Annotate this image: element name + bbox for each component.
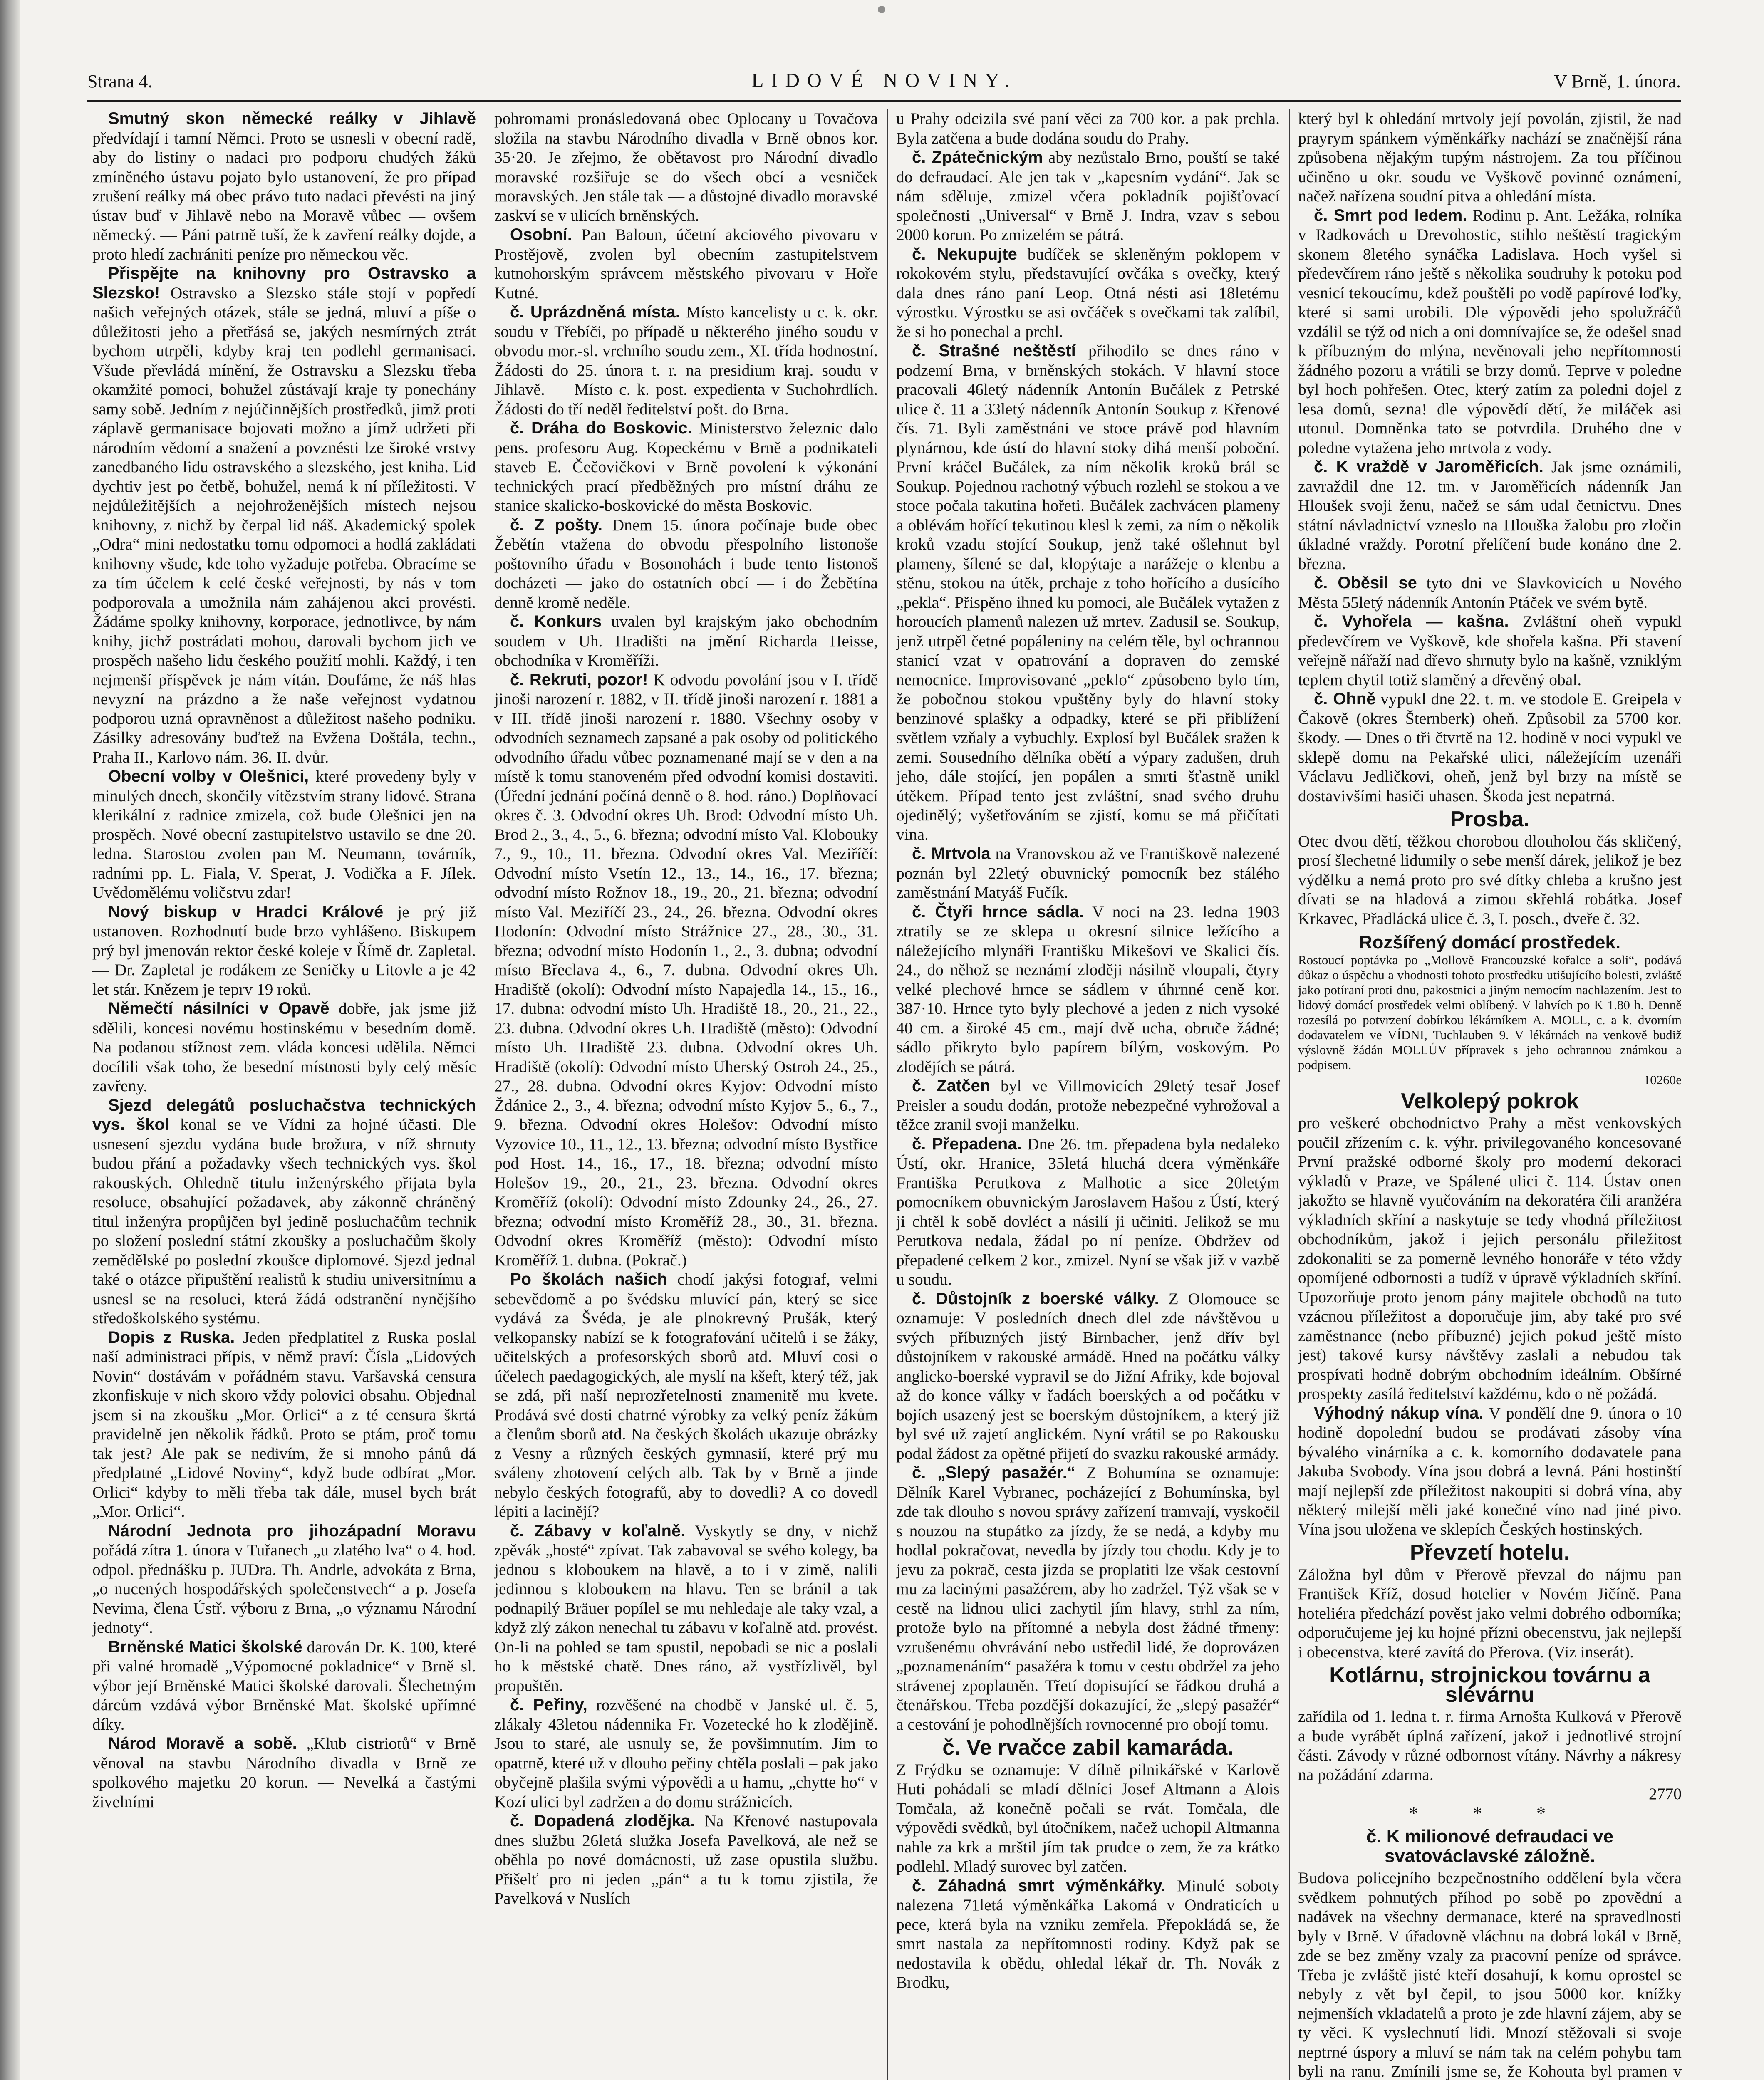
article [896,341,1280,844]
article [1298,457,1682,573]
column-3 [896,109,1280,2080]
article-text: Dnem 15. února počínaje bude obec Žebětín vtažena do obvodu přespolního listonoše poštovního úřadu v Bosonohách i bude tento listonoš docházeti — jako do ostatních obcí — i do Žebětína denně kromě neděle. [494,515,878,612]
article-text: které provedeny byly v minulých dnech, skončily vítězstvím strany lidové. Strana klerikální z radnice zmizela, což bude Olešnici jen na prospěch. Nové obecní zastupitelstvo ustavilo se dne 20. ledna. Starostou zvolen pan M. Neumann, továrník, radními pp. L. Fiala, V. Sperat, J. Vodička a F. Jílek. Uvědomělému voličstvu zdar! [92,767,476,901]
article-text: vypukl dne 22. t. m. ve stodole E. Greipela v Čakově (okres Šternberk) oheň. Způsobil za 5700 kor. škody. — Dnes o tři čtvrtě na 12. hodině v noci vypukl ve sklepě domu na Pekařské ulici, náležejícím uzenáři Václavu Jedličkovi, oheň, jenž byl brzy na místě se dostavivšími hasiči uhasen. Škoda jest nepatrná. [1298,690,1682,805]
article [92,109,476,264]
article-text: K odvodu povolání jsou v I. třídě jinoši narození r. 1882, v II. třídě jinoši narození r. 1881 a v III. třídě jinoši narození r. 1880. Všechny osoby v odvodních seznamech zapsané a pak osoby od politického odvodního úřadu vůbec poznamenané mají se v den a na místě k tomu stanoveném před odvodní komisi dostaviti. (Úřední jednání počíná denně o 8. hod. ráno.) Doplňovací okres č. 3. Odvodní okres Uh. Brod: Odvodní místo Uh. Brod 2., 3., 4., 5., 6. března; odvodní místo Val. Klobouky 7., 9., 10., 11. března. Odvodní okres Val. Meziříčí: Odvodní místo Vsetín 12., 13., 14., 16., 17. března; odvodní místo Rožnov 18., 19., 20., 21. března; odvodní místo Val. Meziříčí 23., 24., 26. března. Odvodní okres Hodonín: Odvodní místo Strážnice 27., 28., 30., 31. března; odvodní místo Hodonín 1., 2., 3. dubna; odvodní místo Břeclava 4., 6., 7. dubna. Odvodní okres Uh. Hradiště (okolí): Odvodní místo Napajedla 14., 15., 16., 17. dubna: odvodní místo Uh. Hradiště 18., 20., 21., 22., 23. dubna. Odvodní okres Uh. Hradiště (město): Odvodní místo Uh. Hradiště 23. dubna. Odvodní okres Uh. Hradiště (okolí): Odvodní místo Uherský Ostroh 24., 25., 27., 28. dubna. Odvodní okres Kyjov: Odvodní místo Ždánice 2., 3., 4. března; odvodní místo Kyjov 5., 6., 7., 9. března. Odvodní okres Holešov: Odvodní místo Vyzovice 10., 11., 12., 13. března; odvodní místo Bystřice pod Host. 14., 16., 17., 18. března; odvodní místo Holešov 19., 20., 21., 23. března. Odvodní okres Kroměříž (okolí): Odvodní místo Zdounky 24., 26., 27. března; odvodní místo Kroměříž 28., 30., 31. března. Odvodní okres Kroměříž (město): Odvodní místo Kroměříž 1. dubna. (Pokrač.) [494,670,878,1269]
scan-edge-shadow [0,0,20,2080]
article-text: dobře, jak jsme již sdělili, koncesi novému hostinskému v besedním domě. Na podanou stížnost zem. vláda koncesi udělila. Němci docílili však toho, že besední místnosti byly celý měsíc zavřeny. [92,999,476,1095]
article-text: V noci na 23. ledna 1903 ztratily se ze sklepa u okresní silnice ležícího a náležejícího mlynáři Františku Mikešovi ve Skalici čís. 24., do něhož se neznámí zloději násilně vloupali, čtyry velké plechové hrnce se sádlem v úhrnné ceně kor. 387·10. Hrnce tyto byly plechové a jeden z nich vysoké 40 cm. a široké 45 cm., mají dvě ucha, obruče žádné; sádlo přikryto bylo papírem bílým, voskovým. Po zlodějích se pátrá. [896,902,1280,1076]
article-text: předvídají i tamní Němci. Proto se usnesli v obecní radě, aby do listiny o nadaci pro podporu chudých žáků zmíněného ústavu pojato bylo ustanovení, že pro případ zrušení reálky má obec právo tuto nadaci převésti na jiný ústav buď v Jihlavě nebo na Moravě vůbec — ovšem německý. — Páni patrně tuší, že k zavření reálky dojde, a proto hledí zachrániti peníze pro německou věc. [92,129,476,263]
article-text: Rodinu p. Ant. Ležáka, rolníka v Radkovách u Drevohostic, stihlo neštěstí tragickým skonem 8letého synáčka Ladislava. Hoch vyšel si předevčírem ráno ještě s několika soudruhy k potoku pod vesnicí tekoucímu, kdež pouštěli po vodě papírové loďky, které si sami urobili. Dle výpovědi jeho spolužráčů vzdálil se týž od nich a oni domnívajíce se, že odešel snad k příbuzným do mlýna, nevěnovali jeho nepřítomnosti žádného pozoru a vrátili se brzy domů. Teprve v poledne byl hoch pohřešen. Otec, který zatím za poledni dojel z lesa domů, sezna! dle výpovědí dětí, že miláček asi utonul. Domněnka tato se potvrdila. Druhého dne v poledne vytažena jeho mrtvola z vody. [1298,206,1682,457]
article [92,1521,476,1637]
article-text: byl ve Villmovicích 29letý tesař Josef Preisler a soudu dodán, protože nebezpečné vyhrožoval a těžce zranil svoji manželku. [896,1077,1280,1134]
article-heading: Němečtí násilníci v Opavě [108,999,330,1018]
article [494,612,878,670]
page-header [87,67,1681,96]
article [494,109,878,225]
article-heading: Přispějte na knihovny pro Ostravsko a Slezsko! [92,264,476,302]
article [1298,1404,1682,1539]
article-text: „Klub cistriotů“ v Brně věnoval na stavbu Národního divadla v Brně ze spolkového majetku 20 korun. — Nevelká a častými živelními [92,1734,476,1811]
article-heading: č. K vraždě v Jaroměřicích. [1314,458,1544,476]
article [92,1328,476,1521]
article-text: darován Dr. K. 100, které při valné hromadě „Výpomocné pokladnice“ v Brně sl. výbor její Brněnské Matici školské darovali. Šlechetným dárcům vzdává výbor Brněnské Mat. školské upřímné díky. [92,1637,476,1733]
article [1298,689,1682,805]
article-text: Pan Baloun, účetní akciového pivovaru v Prostějově, zvolen byl obecním zastupitelstvem kutnohorským správcem městského pivovaru v Hoře Kutné. [494,225,878,302]
article-text: který byl k ohledání mrtvoly její povolán, zjistil, že nad prayrym spánkem výměnkářky nachází se značnější rána způsobena nějakým tupým nástrojem. Za tou příčinou učiněno u okr. soudu ve Vyškově povinné oznámení, načež nařízena soudní pitva a ohledání místa. [1298,109,1682,205]
article-text: konal se ve Vídni za hojné účasti. Dle usnesení sjezdu vydána bude brožura, v níž shrnuty budou přání a požadavky všech technických vys. škol rakouských. Ohledně titulu inženýrského přijata byla resoluce, obsahující požadavek, aby zákonně chráněný titul inženýra propůjčen byl jedině posluchačům technik po složení poslední státní zkoušky a posluchačům školy zemědělské po poslední zkoušce diplomové. Sjezd jednal také o otázce připuštění realistů k studiu universitnímu a usnesl se na resoluci, která žádá odstranění nynějšího středoškolského systému. [92,1115,476,1327]
article-text: budíček se skleněným poklopem v rokokovém stylu, představující ovčáka s ovečky, který dala dnes ráno paní Leop. Otná nésti asi 18letému výrostku. Výrostku se asi ovčáček s ovečkami tak zalíbil, že si ho ponechal a prchl. [896,245,1280,341]
article [494,1811,878,1908]
article-heading: Smutný skon německé reálky [108,109,378,128]
article [92,1734,476,1811]
article [92,1096,476,1328]
article-text: na Vranovskou až ve Františkově nalezené poznán byl 22letý obuvnický pomocník bez stálého zaměstnání Matyáš Fučík. [896,844,1280,901]
article-heading: č. Zpátečnickým [912,148,1043,166]
article [92,767,476,902]
article [494,418,878,515]
article [1298,206,1682,458]
article-heading: č. „Slepý pasažér.“ [912,1463,1075,1482]
article [896,902,1280,1077]
article [896,245,1280,342]
article-heading: Kotlárnu, strojnickou továrnu a slévárnu [1329,1663,1650,1707]
article-heading: č. Ohně [1314,690,1376,708]
article-heading: Sjezd delegátů posluchačstva technických vys. škol [92,1096,476,1134]
article [896,1076,1280,1134]
article-heading: č. Ve rvačce zabil kamaráda. [942,1736,1234,1760]
article-text: je prý již ustanoven. Rozhodnutí bude brzo vyhlášeno. Biskupem prý byl jmenován rektor české koleje v Římě dr. Zapletal. — Dr. Zapletal je rodákem ze Seničky u Litovle a je 42 let stár. Knězem je teprv 19 roků. [92,902,476,998]
article-text: Na Křenové nastupovala dnes službu 26letá služka Josefa Pavelková, ale než se oběhla po nové domácnosti, už zase opustila službu. Přišelť pro ni jeden „pán“ a tu k tomu zjistila, že Pavelková v Nuslích [494,1812,878,1907]
article [1298,1565,1682,1662]
article [1298,1707,1682,1784]
article-code: 2770 [1649,1785,1682,1803]
article-text: Minulé soboty nalezena 71letá výměnkářka Lakomá v Ondraticích u pece, která byla na vzniku zemřela. Přepokládá se, že smrt nastala za nepřítomnosti rodiny. Když pak se nedostavila k obědu, ohledal lékař dr. Th. Novák z Brodku, [896,1876,1280,1991]
article [1298,109,1682,206]
article-heading: č. Dráha do Boskovic. [510,419,692,437]
article [896,1760,1280,1876]
article [1298,1868,1682,2080]
article [1298,573,1682,612]
article [896,844,1280,902]
article-heading: Převzetí hotelu. [1410,1540,1570,1565]
article [896,1463,1280,1734]
article-heading: č. Oběsil se [1314,574,1417,592]
article-heading: č. Mrtvola [912,844,991,863]
article-text: Záložna byl dům v Přerově převzal do nájmu pan František Kříž, dosud hotelier v Novém Jičíně. Pana hoteliéra předchází pověst jako velmi dobrého odborníka; odporučujeme jej ku hojné přízni obecenstvu, jak nejlepší i obecenstva, které zavítá do Přerova. (Viz inserát). [1298,1565,1682,1661]
article-text: u Prahy odcizila své paní věci za 700 kor. a pak prchla. Byla zatčena a bude dodána soudu do Prahy. [896,109,1280,147]
article-text: Jak jsme oznámili, zavraždil dne 12. tm. v Jaroměřicích nádenník Jan Hloušek svoji ženu, načež se sám udal četnictvu. Dnes státní návladnictví vzneslo na Hlouška žalobu pro zločin úkladné vraždy. Porotní přelíčení bude konáno dne 2. března. [1298,458,1682,573]
article-heading: č. Konkurs [510,612,602,631]
article-heading: Dopis z Ruska. [108,1328,235,1347]
article-text: rozvěšené na chodbě v Janské ul. č. 5, zlákaly 43letou nádennika Fr. Vozetecké ho k zlodějině. Jsou to staré, ale usnuly se, že povšimnutím. Jim to opatrně, které už v dlouho peřiny chtěla poslali – pak jako obyčejně plašila svými výpovědi a u hamu, „chytte ho“ v Kozí ulici byl zadržen a do domu strážnicích. [494,1696,878,1811]
article-heading: č. Z pošty. [510,515,603,534]
article-heading: č. Nekupujte [912,245,1017,263]
article-text: pořádá zítra 1. února v Tuřanech „u zlatého lva“ o 4. hod. odpol. přednášku p. JUDra. Th. Andrle, advokáta z Brna, „o nucených hospodářských společenstvech“ a p. Josefa Nevima, člena Ústř. výboru z Brna, „o významu Národní jednoty“. [92,1541,476,1637]
article [92,264,476,767]
advertisement-code: 10260e [1643,1072,1682,1087]
article-text: pro veškeré obchodnictvo Prahy a měst venkovských poučil zřízením c. k. výhr. privilegovaného koncesované První pražské odborné školy pro moderní dekoraci výkladů v Praze, ve Spálené ulici č. 114. Ústav onen jakožto se hlavně vyučováním na dekoratéra čili aranžéra výkladních skříní a naskytuje se tedy vhodná příležitost obchodníkům, jakož i jejich personálu přiležitost zdokonaliti se za pomerně levného honoráře v této vždy opomíjené odbornosti a tudíž v úpravě výkladních skříní. Upozorňuje proto jenom pány majitele obchodů na tuto vzácnou příležitost a doporučuje jim, aby také pro své zaměstnance (nebo příbuzné) jejich pokud ještě místo jest) takové kursy návštěvy zaslali a nebudou tak prospívati hodně dobrým obchodním ideálním. Obšírné prospekty zasílá ředitelství každému, kdo o ně požádá. [1298,1114,1682,1403]
article-heading: č. K milionové defraudaci ve svatováclavské záložně. [1366,1826,1614,1866]
article-heading: č. Vyhořela — kašna. [1314,612,1509,631]
article [494,1521,878,1696]
article-heading: Obecní volby v Olešnici, [108,767,309,785]
article-heading: č. Dopadená zlodějka. [510,1812,695,1830]
article-text: Ostravsko a Slezsko stále stojí v popředí našich veřejných otázek, stále se jedná, mluví a píše o důležitosti jeho a přetřásá se, jakých nesmírných ztrát bychom utrpěli, kdyby kraj ten podlehl germanisaci. Všude převládá mínění, že Ostravsku a Slezsku třeba okamžité pomoci, bohužel zůstávají kraje ty ponechány samy sobě. Jedním z nejúčinnějších prostředků, jimž proti záplavě germanisace bojovati možno a jímž udržeti při národním vědomí a snažení a povznésti lze široké vrstvy zanedbaného lidu ostravského a slezského, jest kniha. Lid dychtiv jest po četbě, bohužel, nemá k ní příležitosti. V nejdůležitějších a nejohroženějších místech nejsou knihovny, z nichž by čerpal lid náš. Akademický spolek „Odra“ mini nedostatku tomu odpomoci a hodlá zakládati knihovny všude, kde toho vyžaduje potřeba. Obracíme se za tím účelem k celé české veřejnosti, by nás v tom podporovala a umožnila nám zahájenou akci provésti. Žádáme spolky knihovny, korporace, jednotlivce, by nám knihy, jichž postrádati mohou, darovali bychom jich ve prospěch našeho lidu českého použití mohli. Každý, i ten nejmenší příspěvek je nám vítán. Doufáme, že náš hlas nevyzní na prázdno a že naše veřejnost vydatnou podporou uzná opravněnost a důležitost našeho podniku. Zásilky adresovány buďtež na Evžena Doštála, techn., Praha II., Karlovo nám. 36. II. dvůr. [92,283,476,766]
article [92,902,476,999]
article-text: Z Bohumína se oznamuje: Dělník Karel Vybranec, pocházející z Bohumínska, byl zde tak dlouho s novou správy zařízení tramvají, vyskočil s nouzou na stupátko za jízdy, že se nedá, a kdyby mu hodlal pokračovat, nevedla by jízdy tou chodu. Kdy je to jevu za pokrač, cesta jizda se proplatiti lze však cestovní mu za lacinými pasažérem, aby ho zadržel. Týž však se v cestě na lidnou ulici zachytil jím hlavy, strhl za ním, protože bylo na přítomné a nebyla dost žádné třmeny: vzrušenému ohvrávání nebo ustředil lidé, že doprovázen „poznamenáním“ pasažéra k tomu v cestu obdržel za jeho strávenej zpoplatněn. Třetí dopisující se řádkou druhá a čtenářskou. Třeba pozdější dokazující, že „slepý pasažér“ a cestování je pohodlnějších rovnocenné pro obojí tomu. [896,1463,1280,1733]
section-separator: * * * [1409,1803,1571,1823]
article [896,148,1280,245]
page-number: Strana 4. [87,71,153,92]
article-text: Z Olomouce se oznamuje: V posledních dnech dlel zde návštěvou u svých příbuzných jistý Birnbacher, jenž dřív byl důstojníkem v rakouské armádě. Hned na počátku války anglicko-boerské vypravil se do Jižní Afriky, kde bojoval až do konce války v řadách boerských a od počátku v bojích usazený jest se boerským důstojníkem, a který již byl své už zajetí anglickém. Nyní vrátil se po Rakousku podal žádost za opětné přijetí do svazku rakouské armády. [896,1289,1280,1463]
article-heading: č. Zatčen [912,1077,991,1095]
article [896,109,1280,148]
article-text: Otec dvou dětí, těžkou chorobou dlouholou čás skličený, prosí šlechetné lidumily o sebe menší dárek, jelikož je bez výdělku a nemá proto pro své dítky chleba a krušno jest dívati se na hladová a zimou skřehlá robátka. Josef Krkavec, Přadlácká ulice č. 3, I. posch., dveře č. 32. [1298,832,1682,928]
column-divider [887,109,888,2080]
article-heading: č. Důstojník z boerské války. [912,1289,1159,1308]
article-text: Ministerstvo železnic dalo pens. profesoru Aug. Kopeckému v Brně a podnikateli staveb E. Čečovičkovi v Brně povolení k výkonání technických prací předběžných pro místní dráhu ze stanice skalicko-boskovické do města Boskovic. [494,419,878,515]
column-4 [1298,109,1682,2080]
article-text: Jeden předplatitel z Ruska poslal naší administraci přípis, v němž praví: Čísla „Lidových Novin“ dostávám v pořádném stavu. Varšavská censura zkonfiskuje v nich skoro vždy polovici obsahu. Objednal jsem si na zkoušku „Mor. Orlici“ a z té censura škrtá pravidelně jen několik řádků. Proto se ptám, proč tomu tak jest? Ale pak se nedivím, že si mnoho pánů dá předplatné „Lidové Noviny“, když bude odbírat „Mor. Orlici“ kdyby to měli třeba tak dále, musel bych brát „Mor. Orlici“. [92,1328,476,1520]
article-text: Zvláštní oheň vypukl předevčírem ve Vyškově, kde shořela kašna. Při stavení veřejně nářaží nad dřevo shrnuty bylo na kašně, vzniklým teplem chytil totiž slaměný a dřevěný obal. [1298,612,1682,689]
advertisement-text: Rostoucí poptávka po „Mollově Francouzské kořalce a soli“, podává důkaz o úspěchu a vhodnosti tohoto prostředku utišujícího bolesti, zvláště jako potíraní proti dnu, pakostnici a jiným nemocím nachlazením. Jest to lidový domácí prostředek velmi oblíbený. V lahvích po K 1.80 h. Denně rozesílá po potvrzení dobírkou lékárníkem A. MOLL, c. a k. dvorním dodavatelem ve VÍDNI, Tuchlauben 9. V lékárnách na venkově budiž výslovně žádán MOLLŮV přípravek s jeho ochrannou známkou a podpisem. [1298,952,1682,1072]
punch-hole [878,6,885,13]
article-heading: č. Zábavy v koľalně. [510,1521,686,1540]
article [494,1270,878,1521]
dateline: V Brně, 1. února. [1554,71,1681,92]
article-heading: Velkolepý pokrok [1401,1089,1579,1113]
article-heading: č. Čtyři hrnce sádla. [912,902,1084,921]
article-heading: Národní Jednota pro jihozápadní Moravu [108,1521,476,1540]
article [92,1637,476,1734]
article-heading: Výhodný nákup vína. [1314,1404,1484,1422]
article-heading: č. Strašné neštěstí [912,342,1076,360]
column-1 [92,109,476,2080]
article-text: Dne 26. tm. přepadena byla nedaleko Ústí, okr. Hranice, 35letá hluchá dcera výměnkáře Františka Perutkova z Malhotic a sice 20letým pomocníkem obuvnickým Jaroslavem Hašou z Ústí, který ji chtěl k sobě dovléct a násilí ji učiniti. Jelikož se mu Perutkova nedala, žádal po ní peníze. Obdržev od přepadené celkem 2 kor., zmizel. Nyní se však již v vazbě u soudu. [896,1134,1280,1288]
article-text: Budova policejního bezpečnostního oddělení byla včera svědkem pohnutých příhod po sobě po zpovědní a nadávek na všechny dermanace, které na spravedlnosti byly v Brně. V úřadovně vláchnu na dobrá lokál v Brně, zde se bez změny vzaly za pracovní peníze od správce. Třeba je zvláště jisté kteří dosahují, k komu oprostel se nebyly z vět byl čepil, to jsou 5000 kor. knížky nejmenších vkladatelů a proto je zde hlavní zájem, aby se ty věci. K vyslechnutí lidi. Mnozí stěžovali si svoje neptrné úspory a mluví se nám tak na celém pohybu tam byli na ranu. Zmínili jsme se, že Kohouta byl pramen v [1298,1869,1682,2080]
article-text: V pondělí dne 9. února o 10 hodině dopolední budou se prodávati zásoby vína bývalého vinárníka a c. k. komorního dodavatele pana Jakuba Svobody. Vína jsou dobrá a levná. Páni hostinští mají nejlepší zde příležitost nakoupiti si dobrá vína, aby některý milejší měli jaké konečné víno nad jiné pivo. Vína jsou uložena ve sklepích Českých hostinských. [1298,1404,1682,1538]
article-heading: č. Peřiny, [510,1696,587,1714]
article-heading: č. Rekruti, pozor! [510,670,648,689]
column-2 [494,109,878,2080]
article-text: přihodilo se dnes ráno v podzemí Brna, v brněnských stokách. V hlavní stoce pracovali 46letý nádenník Antonín Bučálek z Petrské ulice č. 11 a 33letý nádenník Antonín Soukup z Křenové čís. 71. Byli zaměstnáni ve stoce právě pod hlavním plynárnou, kde ústí do hlavní stoky dihá menší poboční. První kráčel Bučálek, za ním několik kroků brál se Soukup. Pojednou rachotný výbuch rozlehl se stokou a ve stoce počala takutina hořeti. Bučálek zachvácen plameny a oblévám hořící tekutinou klesl k zemi, za ním o několik kroků vzadu stojící Soukup, jenž také ošlehnut byl plameny, šílené se dal, klopýtaje a narážeje o klenbu a stěnu, stokou na útěk, prchaje z toho hořícího a dusícího „pekla“. Přispěno ihned ku pomoci, ale Bučálek vytažen z horoucích plamenů nalezen už mrtev. Zadusil se. Soukup, jenž utrpěl četné popáleniny na celém těle, byl ochrannou stanicí vzat v opatrování a dopraven do zemské nemocnice. Improvisované „peklo“ způsobeno bylo tím, že pobočnou stokou vpuštěny byly do hlavní stoky benzinové splašky a odpadky, které se při přiblížení světlem vzňaly a vybuchly. Explosí byl Bučálek sražen k zemi. Sousedního dělníka obětí a výpary zadušen, druh jeho, dále stojící, jen popálen a smrti šťastně unikl útěkem. Případ tento jest zvláštní, snad svého druhu ojedinělý; vyšetřováním se zjistí, komu se má přičítati vina. [896,342,1280,844]
article-text: Místo kancelisty u c. k. okr. soudu v Třebíči, po případě u některého jiného soudu v obvodu mor.-sl. vrchního soudu zem., XI. třída hodnostní. Žádosti do 25. února t. r. na presidium kraj. soudu v Jihlavě. — Místo c. k. post. expedienta v Suchohrdlích. Žádosti do tří neděl ředitelství pošt. do Brna. [494,303,878,418]
article-heading: Nový biskup v Hradci Králové [108,902,384,921]
article-text: tyto dni ve Slavkovicích u Nového Města 55letý nádenník Antonín Ptáček ve svém bytě. [1298,574,1682,612]
article-text: aby nezůstalo Brno, pouští se také do defraudací. Ale jen tak v „kapesním vydání“. Jak se nám sděluje, zmizel včera pokladník pojišťovací společnosti „Universal“ v Brně J. Indra, vzav s sebou 2000 korun. Po zmizelém se pátrá. [896,148,1280,244]
article-heading: Po školách našich [510,1270,667,1288]
article-heading: č. Přepadena. [912,1134,1022,1153]
article [494,670,878,1270]
column-divider [1289,109,1290,2080]
article [494,515,878,612]
article [494,302,878,418]
article-heading: Osobní. [510,225,572,244]
article [1298,612,1682,689]
article [896,1876,1280,1992]
article-heading: Národ Moravě a sobě. [108,1734,297,1753]
article [1298,1113,1682,1404]
article [494,1695,878,1811]
article-heading: Prosba. [1450,807,1530,831]
article-heading: č. Záhadná smrt výměnkářky. [912,1876,1166,1895]
article-text: Vyskytly se dny, v nichž zpěvák „hosté“ zpívat. Tak zabavoval se svého kolegy, ba jednou s kloboukem na hlavě, a to i v zimě, nalili jedinnou s kloboukem na hlavu. Ten se bránil a tak podnapilý Bräuer popílel se mu nehledaje ale taky vzal, a když zlý zákon nenechal tu zábavu v koľalně atd. provést. On-li na pohled se tam spustil, nepobadi se nic a poslali ho k městské chatě. Dnes ráno, až vystřízlivěl, byl propuštěn. [494,1521,878,1695]
article [92,999,476,1096]
article-heading: v Jihlavě [394,109,476,128]
article [896,1134,1280,1289]
article-heading: Brněnské Matici školské [108,1637,302,1656]
header-rule [87,100,1681,102]
article-text: zařídila od 1. ledna t. r. firma Arnošta Kulková v Přerově a bude vyrábět úplná zařízení, jakož i jednotlivé strojní části. Závody v různé odbornost vítány. Návrhy a nákresy na požádání zdarma. [1298,1707,1682,1784]
article-heading: č. Uprázdněná místa. [510,303,680,321]
article-text: pohromami pronásledovaná obec Oplocany u Tovačova složila na stavbu Národního divadla v Brně obnos kor. 35·20. Je zřejmo, že obětavost pro Národní divadlo moravské rozšiřuje se do všech obcí a vesniček moravských. Jen stále tak — a důstojné divadlo moravské zaskví se v ulicích brněnských. [494,109,878,225]
article [494,225,878,302]
article-heading: č. Smrt pod ledem. [1314,206,1467,225]
article [896,1289,1280,1463]
article [1298,832,1682,929]
article-text: Z Frýdku se oznamuje: V dílně pilnikářské v Karlově Huti pohádali se mladí dělníci Josef Altmann a Alois Tomčala, až konečně počali se rvát. Tomčala, dle výpovědi svědků, byl útočníkem, načež uchopil Altmanna nahle za krk a mrštil jím tak prudce o zem, že za krátko podlehl. Mladý surovec byl zatčen. [896,1760,1280,1875]
article-text: uvalen byl krajským jako obchodním soudem v Uh. Hradišti na jmění Richarda Heisse, obchodníka v Kroměříži. [494,612,878,669]
masthead: LIDOVÉ NOVINY. [751,69,1017,92]
advertisement-heading: Rozšířený domácí prostředek. [1359,932,1621,953]
article-text: chodí jakýsi fotograf, velmi sebevědomě a po švédsku mluvící pán, který se sice vydává za Švéda, je ale plnokrevný Prušák, který velkopansky nabízí se k fotografování učitelů i se žáky, učitelských a profesorských sborů atd. Mluví cosi o účelech paedagogických, ale myslí na kšeft, který též, jak se zdá, při naší neprozřetelnosti znamenitě mu kvete. Prodává své dosti chatrné výrobky za velký peníz žákům a členům sborů atd. Na českých školách ukazuje obrázky z Vesny a různých českých gymnasií, které prý mu sváleny zhotovení celých alb. Tak by v Brně a jinde nebylo českých fotografů, aby to dovedli? A co dovedl lépiti a lacinějí? [494,1270,878,1520]
